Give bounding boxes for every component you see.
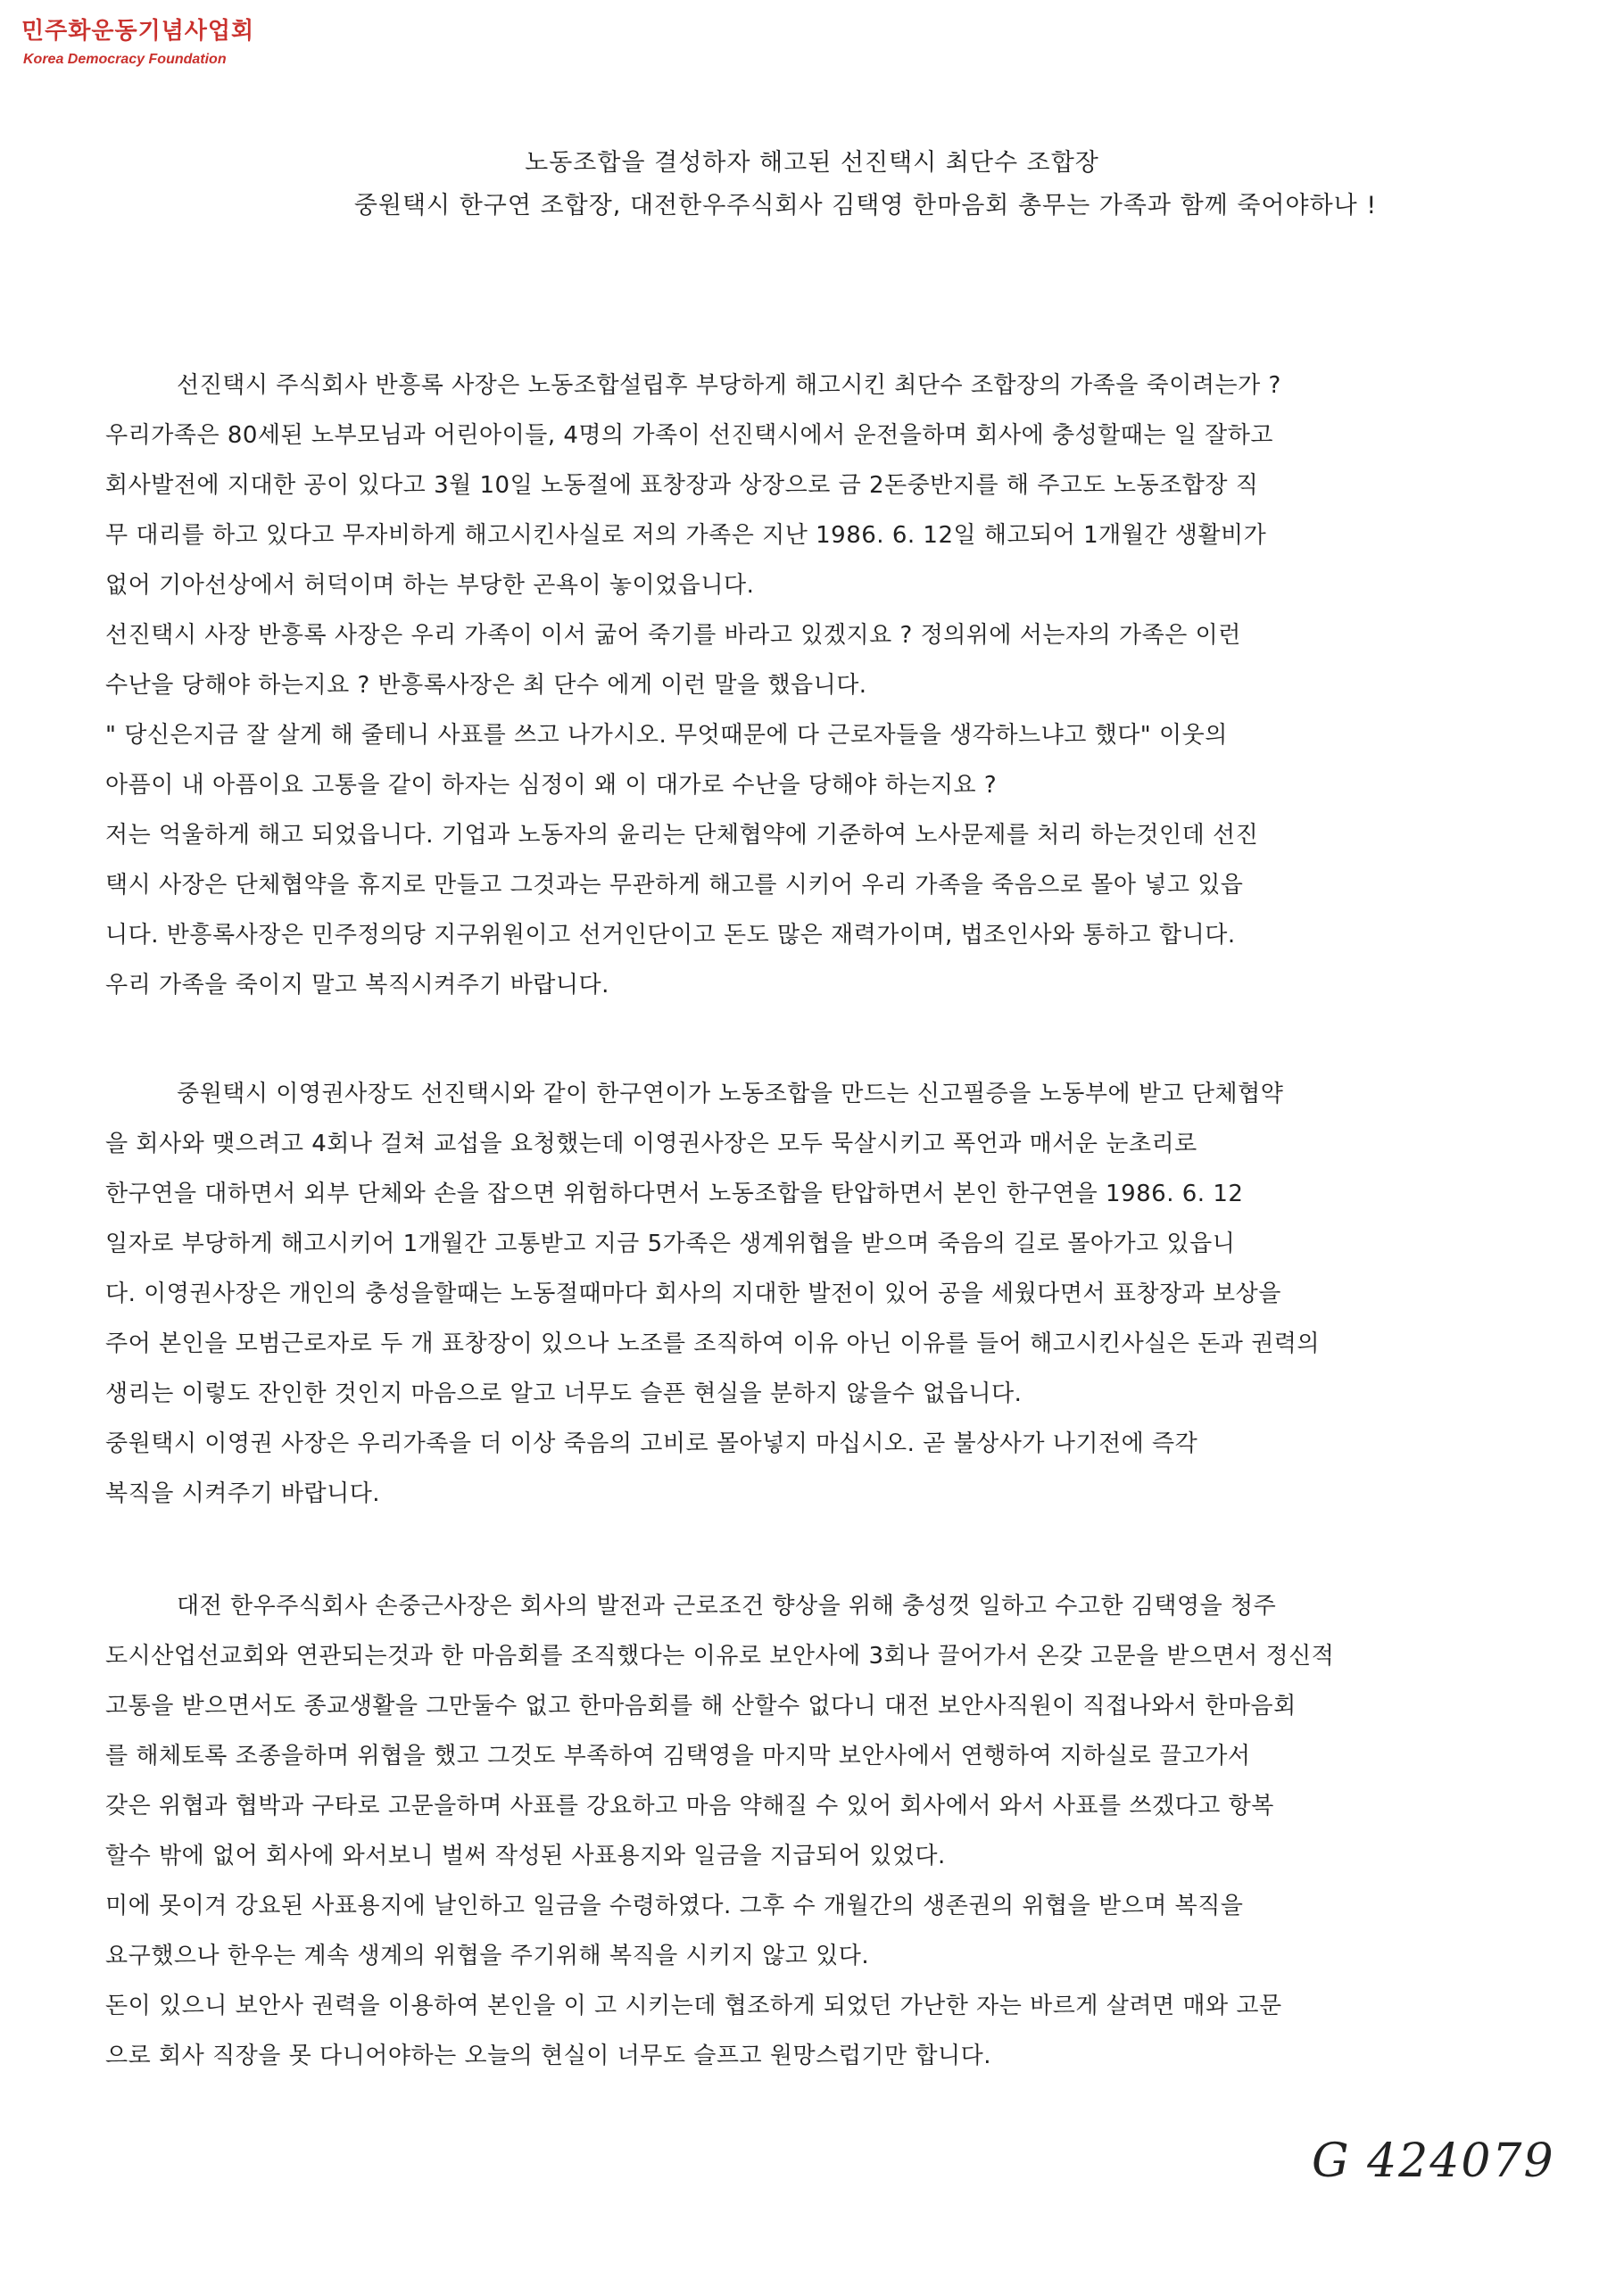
paragraph-line: 우리가족은 80세된 노부모님과 어린아이들, 4명의 가족이 선진택시에서 운전을하며 회사에 충성할때는 일 잘하고 — [105, 422, 1274, 449]
paragraph-line: 도시산업선교회와 연관되는것과 한 마음회를 조직했다는 이유로 보안사에 3회나 끌어가서 온갖 고문을 받으면서 정신적 — [105, 1643, 1335, 1670]
paragraph-line: 없어 기아선상에서 허덕이며 하는 부당한 곤욕이 놓이었읍니다. — [105, 572, 755, 599]
watermark-korean-text: 민주화운동기념사업회 — [21, 18, 255, 45]
paragraph-line: 저는 억울하게 해고 되었읍니다. 기업과 노동자의 윤리는 단체협약에 기준하여 노사문제를 처리 하는것인데 선진 — [105, 822, 1259, 849]
paragraph-line: 한구연을 대하면서 외부 단체와 손을 잡으면 위험하다면서 노동조합을 탄압하면서 본인 한구연을 1986. 6. 12 — [105, 1181, 1244, 1207]
paragraph-line: 다. 이영권사장은 개인의 충성을할때는 노동절때마다 회사의 지대한 발전이 있어 공을 세웠다면서 표창장과 보상을 — [105, 1281, 1281, 1307]
paragraph-line: 을 회사와 맺으려고 4회나 걸쳐 교섭을 요청했는데 이영권사장은 모두 묵살시키고 폭언과 매서운 눈초리로 — [105, 1131, 1197, 1157]
paragraph-line: 고통을 받으면서도 종교생활을 그만둘수 없고 한마음회를 해 산할수 없다니 대전 보안사직원이 직접나와서 한마음회 — [105, 1693, 1297, 1720]
paragraph-seonjin-taxi — [105, 361, 1533, 1010]
paragraph-hanwoo-company — [105, 1581, 1533, 2081]
paragraph-line: 아픔이 내 아픔이요 고통을 같이 하자는 심정이 왜 이 대가로 수난을 당해야 하는지요 ? — [105, 772, 998, 799]
paragraph-line: 으로 회사 직장을 못 다니어야하는 오늘의 현실이 너무도 슬프고 원망스럽기만 합니다. — [105, 2043, 991, 2069]
paragraph-line: 택시 사장은 단체협약을 휴지로 만들고 그것과는 무관하게 해고를 시키어 우리 가족을 죽음으로 몰아 넣고 있읍 — [105, 872, 1244, 899]
paragraph-line: 를 해체토록 조종을하며 위협을 했고 그것도 부족하여 김택영을 마지막 보안사에서 연행하여 지하실로 끌고가서 — [105, 1743, 1251, 1770]
paragraph-line: 우리 가족을 죽이지 말고 복직시켜주기 바랍니다. — [105, 972, 609, 999]
paragraph-line: 수난을 당해야 하는지요 ? 반흥록사장은 최 단수 에게 이런 말을 했읍니다. — [105, 672, 867, 699]
paragraph-line: 복직을 시켜주기 바랍니다. — [105, 1480, 381, 1507]
paragraph-line: 중원택시 이영권 사장은 우리가족을 더 이상 죽음의 고비로 몰아넣지 마십시오. 곧 불상사가 나기전에 즉각 — [105, 1430, 1198, 1457]
paragraph-jungwon-taxi — [105, 1069, 1533, 1519]
headline-line-2: 중원택시 한구연 조합장, 대전한우주식회사 김택영 한마음회 총무는 가족과 함께 죽어야하나 ! — [353, 192, 1378, 220]
paragraph-line: 선진택시 사장 반흥록 사장은 우리 가족이 이서 굶어 죽기를 바라고 있겠지요 ? 정의위에 서는자의 가족은 이런 — [105, 622, 1241, 649]
paragraph-line: 갖은 위협과 협박과 구타로 고문을하며 사표를 강요하고 마음 약해질 수 있어 회사에서 와서 사표를 쓰겠다고 항복 — [105, 1793, 1274, 1819]
handwritten-archive-code: G 424079 — [1312, 2134, 1555, 2188]
paragraph-line: 무 대리를 하고 있다고 무자비하게 해고시킨사실로 저의 가족은 지난 1986. 6. 12일 해고되어 1개월간 생활비가 — [105, 522, 1267, 549]
paragraph-line: 주어 본인을 모범근로자로 두 개 표창장이 있으나 노조를 조직하여 이유 아닌 이유를 들어 해고시킨사실은 돈과 권력의 — [105, 1330, 1321, 1357]
foundation-watermark — [21, 12, 280, 75]
paragraph-line: 생리는 이렇도 잔인한 것인지 마음으로 알고 너무도 슬픈 현실을 분하지 않을수 없읍니다. — [105, 1380, 1023, 1407]
paragraph-line: 일자로 부당하게 해고시키어 1개월간 고통받고 지금 5가족은 생계위협을 받으며 죽음의 길로 몰아가고 있읍니 — [105, 1231, 1236, 1257]
paragraph-line: " 당신은지금 잘 살게 해 줄테니 사표를 쓰고 나가시오. 무엇때문에 다 근로자들을 생각하느냐고 했다" 이웃의 — [105, 722, 1228, 749]
paragraph-line: 대전 한우주식회사 손중근사장은 회사의 발전과 근로조건 향상을 위해 충성껏 일하고 수고한 김택영을 청주 — [177, 1593, 1277, 1620]
paragraph-line: 돈이 있으니 보안사 권력을 이용하여 본인을 이 고 시키는데 협조하게 되었던 가난한 자는 바르게 살려면 매와 고문 — [105, 1993, 1282, 2019]
paragraph-line: 미에 못이겨 강요된 사표용지에 날인하고 일금을 수령하였다. 그후 수 개월간의 생존권의 위협을 받으며 복직을 — [105, 1893, 1244, 1919]
paragraph-line: 요구했으나 한우는 계속 생계의 위협을 주기위해 복직을 시키지 않고 있다. — [105, 1943, 870, 1969]
paragraph-line: 니다. 반흥록사장은 민주정의당 지구위원이고 선거인단이고 돈도 많은 재력가이며, 법조인사와 통하고 합니다. — [105, 922, 1236, 949]
headline-line-1: 노동조합을 결성하자 해고된 선진택시 최단수 조합장 — [525, 149, 1099, 177]
paragraph-line: 할수 밖에 없어 회사에 와서보니 벌써 작성된 사표용지와 일금을 지급되어 있었다. — [105, 1843, 946, 1869]
paragraph-line: 회사발전에 지대한 공이 있다고 3월 10일 노동절에 표창장과 상장으로 금 2돈중반지를 해 주고도 노동조합장 직 — [105, 472, 1259, 499]
watermark-english-text: Korea Democracy Foundation — [23, 52, 227, 67]
paragraph-line: 중원택시 이영권사장도 선진택시와 같이 한구연이가 노동조합을 만드는 신고필증을 노동부에 받고 단체협약 — [177, 1081, 1284, 1107]
paragraph-line: 선진택시 주식회사 반흥록 사장은 노동조합설립후 부당하게 해고시킨 최단수 조합장의 가족을 죽이려는가 ? — [177, 372, 1281, 399]
